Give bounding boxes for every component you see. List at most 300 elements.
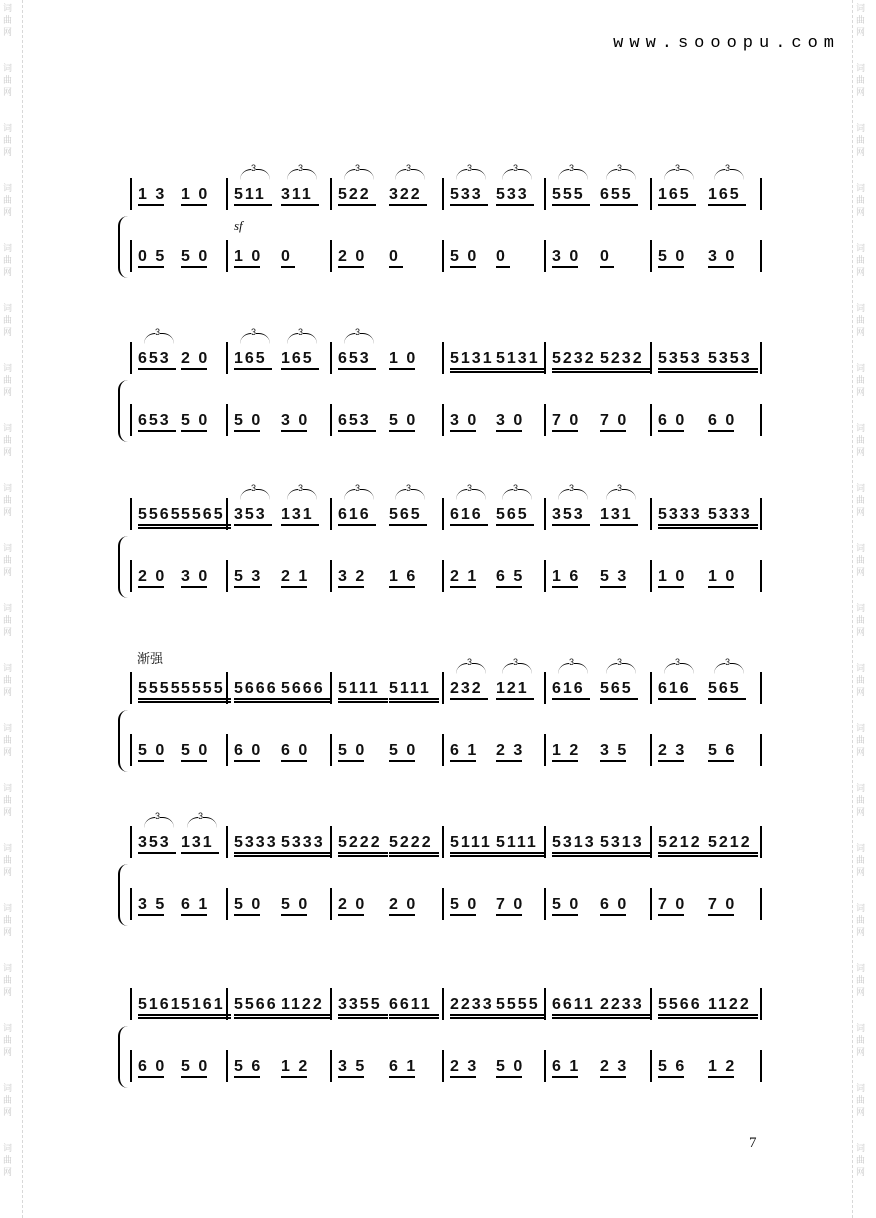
beam-line [600,914,626,916]
watermark-char: 网 [3,688,13,698]
jianpu-notes: 165 [708,186,741,203]
beam-line [181,852,219,854]
bar-stroke [226,888,228,920]
beam-line [708,204,746,206]
beam-line [496,760,522,762]
watermark-char: 网 [3,568,13,578]
beam-line [389,1017,439,1019]
watermark-char: 网 [3,928,13,938]
bar-stroke [442,404,444,436]
upper-staff [130,163,760,210]
triplet-number: 3 [569,163,575,173]
jianpu-notes: 5353 [658,350,702,367]
bar-stroke [442,342,444,374]
beam-line [338,524,376,526]
bar-line [760,498,770,530]
bar-line [760,560,770,592]
watermark-char: 词 [856,424,866,434]
jianpu-notes: 5111 [389,680,431,697]
watermark-char: 曲 [856,1156,866,1166]
jianpu-notes: 1 2 [708,1058,737,1075]
beam-line [281,701,331,703]
triplet-number: 3 [617,483,623,493]
watermark-char: 网 [856,508,866,518]
watermark-char: 曲 [856,436,866,446]
bar-stroke [650,988,652,1020]
beam-line [658,855,708,857]
jianpu-notes: 5 0 [658,248,687,265]
bar-stroke [760,498,762,530]
system-brace [118,710,130,772]
jianpu-notes: 522 [338,186,371,203]
watermark-char: 曲 [3,556,13,566]
bar-stroke [650,240,652,272]
watermark-char: 词 [3,784,13,794]
triplet-slur [558,483,588,500]
beam-line [234,914,260,916]
bar-line [760,342,770,374]
beam-line [600,698,638,700]
jianpu-notes: 5666 [281,680,325,697]
jianpu-notes: 6 0 [138,1058,167,1075]
jianpu-notes: 322 [389,186,422,203]
bar-stroke [330,342,332,374]
triplet-number: 3 [406,483,412,493]
watermark-char: 曲 [3,916,13,926]
beam-line [658,586,684,588]
system-brace [118,1026,130,1088]
beam-line [281,430,307,432]
watermark-char: 网 [3,988,13,998]
beam-line [496,204,534,206]
beam-line [138,586,164,588]
beam-line [658,368,708,370]
triplet-slur [240,327,270,344]
bar-stroke [330,560,332,592]
watermark-char: 网 [3,268,13,278]
beam-line [658,1076,684,1078]
beam-line [281,524,319,526]
triplet-number: 3 [513,657,519,667]
jianpu-notes: 7 0 [600,412,629,429]
watermark-char: 网 [3,868,13,878]
jianpu-notes: 0 [600,248,611,265]
bar-stroke [760,178,762,210]
beam-line [338,1017,388,1019]
beam-line [658,852,708,854]
bar-stroke [130,1050,132,1082]
jianpu-notes: 3 0 [450,412,479,429]
watermark-char: 网 [856,988,866,998]
jianpu-notes: 0 [496,248,507,265]
watermark-char: 网 [3,28,13,38]
beam-line [708,368,758,370]
beam-line [552,371,602,373]
beam-line [389,1076,415,1078]
beam-line [338,855,388,857]
watermark-char: 词 [856,904,866,914]
bar-stroke [330,404,332,436]
watermark-char: 曲 [856,976,866,986]
beam-line [552,914,578,916]
jianpu-notes: 2 3 [496,742,525,759]
bar-line [760,240,770,272]
jianpu-notes: 565 [389,506,422,523]
jianpu-notes: 5 6 [708,742,737,759]
jianpu-notes: 1 0 [181,186,210,203]
beam-line [600,855,650,857]
beam-line [658,1014,708,1016]
jianpu-notes: 6 0 [658,412,687,429]
beam-line [234,266,260,268]
bar-stroke [130,498,132,530]
bar-stroke [544,1050,546,1082]
jianpu-notes: 165 [658,186,691,203]
beam-line [281,852,331,854]
jianpu-notes: 6 5 [496,568,525,585]
watermark-char: 网 [3,748,13,758]
jianpu-notes: 7 0 [658,896,687,913]
beam-line [281,368,319,370]
jianpu-notes: 1122 [281,996,324,1013]
upper-staff [130,988,760,1020]
watermark-char: 曲 [3,136,13,146]
watermark-char: 词 [3,364,13,374]
jianpu-notes: 616 [658,680,691,697]
jianpu-notes: 6 1 [450,742,479,759]
watermark-char: 词 [3,844,13,854]
beam-line [338,698,388,700]
jianpu-notes: 5555 [181,680,225,697]
watermark-char: 曲 [856,76,866,86]
watermark-char: 曲 [856,256,866,266]
watermark-char: 曲 [3,1156,13,1166]
jianpu-notes: 6 1 [389,1058,418,1075]
watermark-char: 词 [3,304,13,314]
beam-line [450,204,488,206]
beam-line [234,698,284,700]
watermark-char: 曲 [856,316,866,326]
jianpu-notes: 2 3 [450,1058,479,1075]
triplet-slur [714,163,744,180]
beam-line [708,524,758,526]
watermark-char: 词 [3,1144,13,1154]
bar-stroke [130,988,132,1020]
beam-line [658,698,696,700]
lower-staff [130,404,760,436]
watermark-char: 曲 [3,1036,13,1046]
jianpu-notes: 5111 [450,834,492,851]
jianpu-notes: 5555 [496,996,540,1013]
jianpu-notes: 5 0 [234,896,263,913]
beam-line [234,701,284,703]
triplet-number: 3 [725,163,731,173]
beam-line [181,1076,207,1078]
triplet-number: 3 [251,327,257,337]
watermark-char: 词 [856,244,866,254]
beam-line [389,586,415,588]
jianpu-notes: 6 0 [708,412,737,429]
bar-stroke [226,342,228,374]
jianpu-notes: 1 6 [552,568,581,585]
jianpu-notes: 511 [234,186,266,203]
jianpu-notes: 3 2 [338,568,367,585]
jianpu-notes: 1 2 [552,742,581,759]
beam-line [234,368,272,370]
beam-line [450,371,500,373]
beam-line [552,368,602,370]
beam-line [600,852,650,854]
jianpu-notes: 5 0 [389,412,418,429]
jianpu-notes: 5 0 [389,742,418,759]
beam-line [234,524,272,526]
beam-line [496,368,546,370]
jianpu-notes: 5 0 [450,896,479,913]
beam-line [658,760,684,762]
crescendo-mark: 渐强 [137,652,164,667]
watermark-char: 曲 [856,16,866,26]
beam-line [496,524,534,526]
beam-line [708,698,746,700]
beam-line [181,586,207,588]
jianpu-notes: 311 [281,186,313,203]
watermark-char: 网 [856,928,866,938]
beam-line [138,266,164,268]
jianpu-notes: 6 1 [552,1058,581,1075]
watermark-char: 网 [856,88,866,98]
beam-line [600,368,650,370]
jianpu-notes: 616 [338,506,371,523]
bar-stroke [330,734,332,766]
bar-stroke [544,240,546,272]
bar-stroke [130,826,132,858]
beam-line [281,855,331,857]
beam-line [338,760,364,762]
jianpu-notes: 655 [600,186,633,203]
beam-line [658,527,708,529]
beam-line [600,586,626,588]
beam-line [281,1076,307,1078]
jianpu-notes: 2 1 [281,568,310,585]
jianpu-notes: 165 [281,350,314,367]
jianpu-notes: 1 3 [138,186,167,203]
watermark-char: 曲 [3,496,13,506]
jianpu-notes: 5333 [281,834,325,851]
beam-line [389,760,415,762]
beam-line [450,586,476,588]
triplet-number: 3 [513,483,519,493]
bar-stroke [330,240,332,272]
beam-line [708,760,734,762]
beam-line [338,430,376,432]
bar-stroke [650,888,652,920]
watermark-char: 词 [3,184,13,194]
jianpu-notes: 616 [450,506,483,523]
jianpu-notes: 5 0 [338,742,367,759]
beam-line [450,368,500,370]
beam-line [552,1017,602,1019]
beam-line [600,266,614,268]
jianpu-notes: 565 [600,680,633,697]
lower-staff [130,560,760,592]
watermark-char: 网 [3,1048,13,1058]
watermark-char: 网 [856,1048,866,1058]
beam-line [338,586,364,588]
jianpu-notes: 3 0 [181,568,210,585]
bar-stroke [130,240,132,272]
beam-line [138,760,164,762]
triplet-slur [144,327,174,344]
site-url[interactable]: www.sooopu.com [613,34,840,53]
page-number: 7 [749,1135,757,1151]
jianpu-notes: 5 3 [234,568,263,585]
bar-stroke [442,560,444,592]
jianpu-notes: 3 5 [600,742,629,759]
jianpu-notes: 5161 [181,996,225,1013]
watermark-char: 曲 [3,376,13,386]
beam-line [708,914,734,916]
triplet-number: 3 [725,657,731,667]
beam-line [234,1076,260,1078]
watermark-char: 网 [856,268,866,278]
lower-staff [130,1050,760,1082]
triplet-slur [287,483,317,500]
bar-stroke [650,178,652,210]
bar-stroke [650,672,652,704]
beam-line [658,1017,708,1019]
bar-stroke [130,404,132,436]
jianpu-notes: 7 0 [552,412,581,429]
watermark-char: 网 [856,448,866,458]
beam-line [450,760,476,762]
jianpu-notes: 6 1 [181,896,210,913]
jianpu-notes: 232 [450,680,483,697]
triplet-slur [395,163,425,180]
watermark-char: 词 [3,604,13,614]
beam-line [496,914,522,916]
bar-stroke [650,404,652,436]
bar-stroke [760,404,762,436]
bar-stroke [226,560,228,592]
beam-line [600,1017,650,1019]
watermark-char: 网 [3,448,13,458]
beam-line [281,760,307,762]
beam-line [450,430,476,432]
watermark-char: 网 [3,148,13,158]
watermark-char: 网 [3,808,13,818]
watermark-char: 词 [3,544,13,554]
jianpu-notes: 653 [338,350,371,367]
bar-line [760,888,770,920]
bar-stroke [226,240,228,272]
beam-line [389,855,439,857]
watermark-char: 曲 [856,496,866,506]
watermark-char: 网 [3,508,13,518]
triplet-number: 3 [467,483,473,493]
bar-stroke [442,888,444,920]
beam-line [138,1076,164,1078]
beam-line [600,760,626,762]
upper-staff [130,811,760,858]
watermark-char: 网 [3,388,13,398]
watermark-char: 词 [856,64,866,74]
jianpu-notes: 5131 [496,350,540,367]
jianpu-notes: 3 5 [338,1058,367,1075]
beam-line [338,204,376,206]
jianpu-notes: 1 0 [389,350,418,367]
bar-stroke [442,672,444,704]
beam-line [389,524,427,526]
beam-line [338,852,388,854]
beam-line [389,698,439,700]
jianpu-notes: 6 0 [600,896,629,913]
beam-line [234,760,260,762]
beam-line [181,914,207,916]
watermark-char: 词 [3,1084,13,1094]
jianpu-notes: 3 0 [496,412,525,429]
jianpu-notes: 5565 [138,506,182,523]
bar-stroke [650,342,652,374]
bar-stroke [330,498,332,530]
beam-line [389,1014,439,1016]
jianpu-notes: 131 [281,506,314,523]
system-brace [118,216,130,278]
beam-line [496,430,522,432]
triplet-number: 3 [251,483,257,493]
bar-stroke [760,988,762,1020]
triplet-slur [287,163,317,180]
jianpu-notes: 5 0 [138,742,167,759]
triplet-slur [606,483,636,500]
beam-line [389,266,403,268]
beam-line [181,1014,231,1016]
jianpu-notes: 5666 [234,680,278,697]
jianpu-notes: 5353 [708,350,752,367]
jianpu-notes: 2233 [450,996,494,1013]
jianpu-notes: 555 [552,186,585,203]
watermark-char: 曲 [3,196,13,206]
jianpu-notes: 5333 [708,506,752,523]
system-brace [118,380,130,442]
jianpu-notes: 5212 [658,834,702,851]
bar-stroke [442,178,444,210]
watermark-char: 曲 [3,976,13,986]
watermark-char: 曲 [856,136,866,146]
beam-line [450,698,488,700]
watermark-char: 曲 [856,676,866,686]
beam-line [281,1014,331,1016]
jianpu-notes: 5222 [338,834,382,851]
watermark-char: 词 [3,424,13,434]
bar-stroke [442,734,444,766]
beam-line [552,855,602,857]
beam-line [708,430,734,432]
jianpu-notes: 5 3 [600,568,629,585]
watermark-char: 曲 [3,256,13,266]
watermark-char: 曲 [3,76,13,86]
triplet-number: 3 [198,811,204,821]
watermark-char: 网 [856,868,866,878]
beam-line [708,586,734,588]
beam-line [552,524,590,526]
triplet-slur [502,163,532,180]
beam-line [389,852,439,854]
beam-line [552,1076,578,1078]
jianpu-notes: 5566 [234,996,278,1013]
beam-line [658,204,696,206]
beam-line [281,586,307,588]
beam-line [708,1076,734,1078]
